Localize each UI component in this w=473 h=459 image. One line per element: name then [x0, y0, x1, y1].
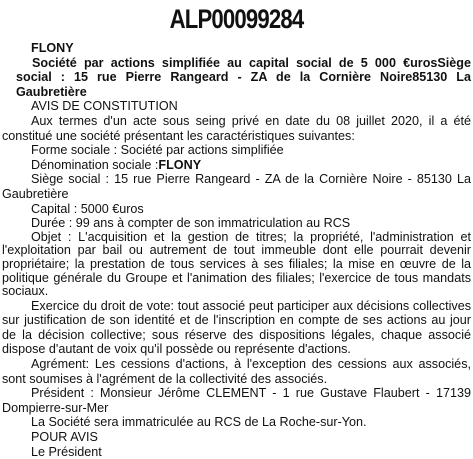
president-paragraph: Président : Monsieur Jérôme CLEMENT - 1 rue Gustave Flaubert - 17139 Dompierre-sur-Mer: [2, 386, 471, 415]
duree: Durée : 99 ans à compter de son immatriculation au RCS: [31, 216, 351, 231]
denomination-label: Dénomination sociale :: [31, 157, 159, 172]
droit-vote-paragraph: Exercice du droit de vote: tout associé peut participer aux décisions collectives sur justification de son identité et de l'inscription en compte de ses actions au jour de la décision collective; sous réserve des dispositions légales, chaque associé dispose d'autant de voix qu'il possède ou représente d'actions.: [2, 298, 471, 357]
forme-sociale: Forme sociale : Société par actions simplifiée: [31, 143, 284, 158]
agrement-paragraph: Agrément: Les cessions d'actions, à l'exception des cessions aux associés, sont soumises à l'agrément de la collectivité des associés.: [2, 357, 471, 386]
signature: Le Président: [31, 444, 102, 459]
capital: Capital : 5000 €uros: [31, 201, 144, 216]
company-subtitle: Société par actions simplifiée au capital social de 5 000 €urosSiège social : 15 rue Pierre Rangeard - ZA de la Cornière Noire85130 La Gaubretière: [16, 55, 471, 99]
company-name: FLONY: [31, 41, 74, 55]
siege-social: Siège social : 15 rue Pierre Rangeard - ZA de la Cornière Noire - 85130 La Gaubretière: [2, 172, 471, 201]
intro-paragraph: Aux termes d'un acte sous seing privé en date du 08 juillet 2020, il a été constitué une société présentant les caractéristiques suivantes:: [2, 113, 471, 143]
immatriculation-paragraph: La Société sera immatriculée au RCS de La Roche-sur-Yon.: [31, 415, 367, 430]
reference-number: ALP00099284: [169, 4, 304, 34]
notice-body: [2, 41, 471, 459]
denomination-value: FLONY: [158, 157, 202, 172]
notice-heading: AVIS DE CONSTITUTION: [31, 99, 178, 114]
objet-paragraph: Objet : L'acquisition et la gestion de titres; la propriété, l'administration et l'exploitation par bail ou autrement de tout immeuble dont elle pourrait devenir propriétaire; la prestation de tous services à ses filiales; la mise en œuvre de la politique générale du Groupe et l'animation des filiales; l'exercice de tous mandats sociaux.: [2, 229, 471, 299]
pour-avis: POUR AVIS: [31, 430, 98, 445]
denomination-sociale: [2, 158, 471, 173]
